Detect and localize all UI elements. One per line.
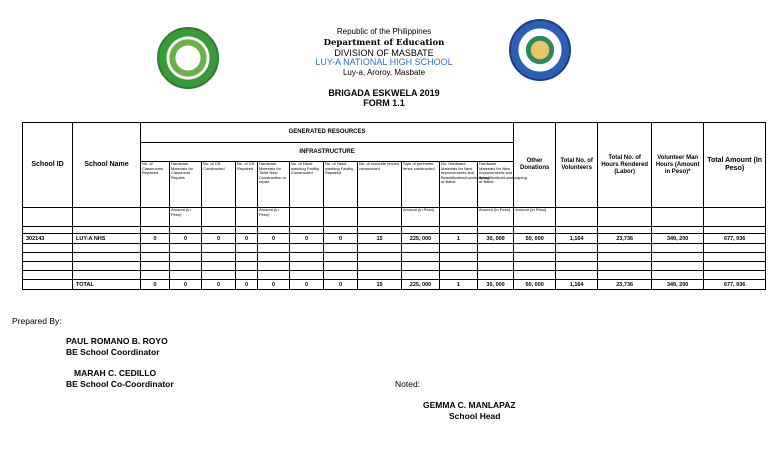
noted-label: Noted: — [395, 379, 421, 389]
row-cell: 30, 000 — [478, 234, 514, 244]
total-label: TOTAL — [73, 280, 141, 290]
total-cell: 225, 000 — [402, 280, 440, 290]
row-cell: 1,164 — [556, 234, 598, 244]
total-cell: 1 — [440, 280, 478, 290]
total-cell: 1,164 — [556, 280, 598, 290]
school-head-name: GEMMA C. MANLAPAZ — [423, 400, 516, 410]
sub-col-6: No. of Hand washing Facility Constructed — [290, 162, 324, 208]
head-school-id: School ID — [23, 123, 73, 208]
row-cell: 0 — [324, 234, 358, 244]
sub-col-1: No. of Classrooms Repaired — [141, 162, 170, 208]
row-cell: 0 — [202, 234, 236, 244]
co-coordinator-name: MARAH C. CEDILLO — [74, 368, 157, 378]
head-infrastructure: INFRASTRUCTURE — [141, 143, 514, 162]
header-republic: Republic of the Philippines — [336, 27, 432, 36]
sub-col-8: No. of concrete fences constructed — [358, 162, 402, 208]
row-cell: 0 — [236, 234, 258, 244]
resources-table — [22, 122, 766, 290]
row-cell: 0 — [258, 234, 290, 244]
total-row — [23, 280, 766, 290]
total-cell: 349, 200 — [652, 280, 704, 290]
header-deped: Department of Education — [323, 38, 445, 48]
total-cell: 0 — [170, 280, 202, 290]
amount-label: Amount (In Peso) — [478, 208, 514, 227]
head-total-hours: Total No. of Hours Rendered (Labor) — [598, 123, 652, 208]
head-volunteer-man-hours: Volunteer Man Hours (Amount in Peso)* — [652, 123, 704, 208]
sub-col-3: No. of CR Constructed — [202, 162, 236, 208]
row-cell: 50, 000 — [514, 234, 556, 244]
header-address: Luy-a, Aroroy, Masbate — [342, 68, 426, 77]
form-title: BRIGADA ESKWELA 2019 — [328, 88, 440, 98]
total-cell: 0 — [141, 280, 170, 290]
amount-label: Amount (In Peso) — [402, 208, 440, 227]
sub-col-11: Hardware Materials for New Improvements and Beautification/Landscaping of Ballot — [478, 162, 514, 208]
head-total-volunteers: Total No. of Volunteers — [556, 123, 598, 208]
row-school-name: LUY-A NHS — [73, 234, 141, 244]
sub-col-4: No. of CR Repaired — [236, 162, 258, 208]
head-total-amount: Total Amount (In Peso) — [704, 123, 766, 208]
row-cell: 349, 200 — [652, 234, 704, 244]
amount-label: Amount (In Peso) — [514, 208, 556, 227]
row-cell: 677, 936 — [704, 234, 766, 244]
row-cell: 1 — [440, 234, 478, 244]
row-cell: 0 — [170, 234, 202, 244]
sub-col-10: No. Hardware Materials for New Improvements and Beautification/Landscaping of Ballot — [440, 162, 478, 208]
total-cell: 0 — [236, 280, 258, 290]
row-school-id: 302143 — [23, 234, 73, 244]
total-cell: 23,736 — [598, 280, 652, 290]
coordinator-title: BE School Coordinator — [66, 347, 160, 357]
row-cell: 23,736 — [598, 234, 652, 244]
sub-col-7: No. of Hand washing Facility Repaired — [324, 162, 358, 208]
row-cell: 0 — [290, 234, 324, 244]
header-division: DIVISION OF MASBATE — [334, 48, 434, 58]
sub-col-2: Hardware Materials for Classroom Repairs — [170, 162, 202, 208]
amount-label: Amount (In Peso) — [258, 208, 290, 227]
total-cell: 0 — [202, 280, 236, 290]
total-cell: 0 — [324, 280, 358, 290]
total-cell: 677, 936 — [704, 280, 766, 290]
total-cell: 0 — [258, 280, 290, 290]
table-row — [23, 234, 766, 244]
total-cell: 15 — [358, 280, 402, 290]
amount-label: Amount (In Peso) — [170, 208, 202, 227]
total-cell: 50, 000 — [514, 280, 556, 290]
head-generated: GENERATED RESOURCES — [141, 123, 514, 143]
school-head-title: School Head — [449, 411, 501, 421]
sub-col-5: Hardware Materials for Toilet New Construction or repair — [258, 162, 290, 208]
prepared-by-label: Prepared By: — [12, 316, 62, 326]
total-cell: 30, 000 — [478, 280, 514, 290]
coordinator-name: PAUL ROMANO B. ROYO — [66, 336, 168, 346]
co-coordinator-title: BE School Co-Coordinator — [66, 379, 174, 389]
sub-col-9: Sqm of perimeter fence constructed — [402, 162, 440, 208]
head-school-name: School Name — [73, 123, 141, 208]
head-other-donations: Other Donations — [514, 123, 556, 208]
row-cell: 15 — [358, 234, 402, 244]
total-cell: 0 — [290, 280, 324, 290]
header-school-name: LUY-A NATIONAL HIGH SCHOOL — [315, 57, 453, 67]
row-cell: 225, 000 — [402, 234, 440, 244]
form-number: FORM 1.1 — [363, 98, 405, 108]
row-cell: 0 — [141, 234, 170, 244]
